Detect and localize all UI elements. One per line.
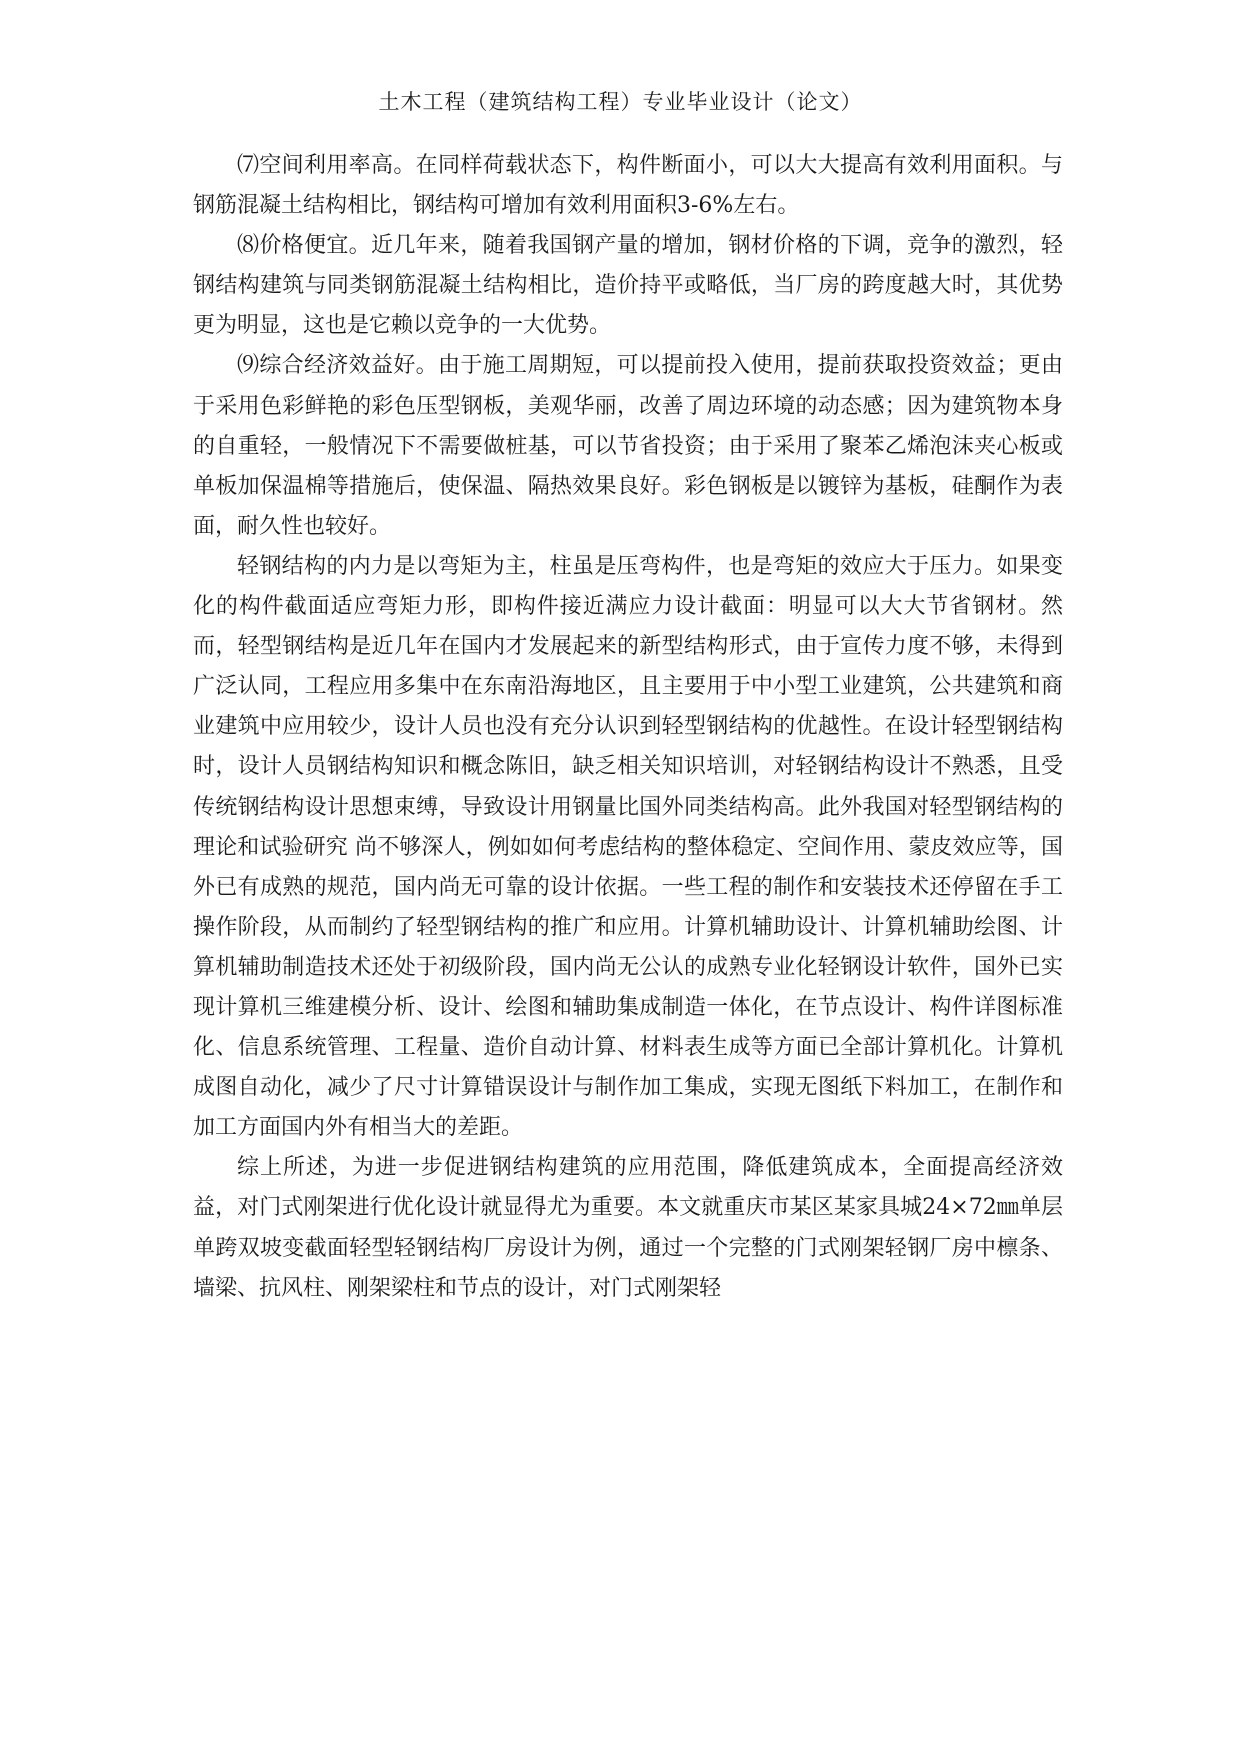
- page-header: 土木工程（建筑结构工程）专业毕业设计（论文）: [378, 90, 863, 114]
- paragraph-economic-benefit: ⑼综合经济效益好。由于施工周期短，可以提前投入使用，提前获取投资效益；更由于采用色彩鲜艳的彩色压型钢板，美观华丽，改善了周边环境的动态感；因为建筑物本身的自重轻，一般情况下不需要做桩基，可以节省投资；由于采用了聚苯乙烯泡沫夹心板或单板加保温棉等措施后，使保温、隔热效果良好。彩色钢板是以镀锌为基板，硅酮作为表面，耐久性也较好。: [193, 353, 1063, 539]
- paragraph-internal-force: 轻钢结构的内力是以弯矩为主，柱虽是压弯构件，也是弯矩的效应大于压力。如果变化的构件截面适应弯矩力形，即构件接近满应力设计截面：明显可以大大节省钢材。然而，轻型钢结构是近几年在国内才发展起来的新型结构形式，由于宣传力度不够，未得到广泛认同，工程应用多集中在东南沿海地区，且主要用于中小型工业建筑，公共建筑和商业建筑中应用较少，设计人员也没有充分认识到轻型钢结构的优越性。在设计轻型钢结构时，设计人员钢结构知识和概念陈旧，缺乏相关知识培训，对轻钢结构设计不熟悉，且受传统钢结构设计思想束缚，导致设计用钢量比国外同类结构高。此外我国对轻型钢结构的理论和试验研究 尚不够深人，例如如何考虑结构的整体稳定、空间作用、蒙皮效应等，国外已有成熟的规范，国内尚无可靠的设计依据。一些工程的制作和安装技术还停留在手工操作阶段，从而制约了轻型钢结构的推广和应用。计算机辅助设计、计算机辅助绘图、计算机辅助制造技术还处于初级阶段，国内尚无公认的成熟专业化轻钢设计软件，国外已实现计算机三维建模分析、设计、绘图和辅助集成制造一体化，在节点设计、构件详图标准化、信息系统管理、工程量、造价自动计算、材料表生成等方面已全部计算机化。计算机成图自动化，减少了尺寸计算错误设计与制作加工集成，实现无图纸下料加工，在制作和加工方面国内外有相当大的差距。: [193, 553, 1063, 1141]
- paragraph-low-price: ⑻价格便宜。近几年来，随着我国钢产量的增加，钢材价格的下调，竞争的激烈，轻钢结构建筑与同类钢筋混凝土结构相比，造价持平或略低，当厂房的跨度越大时，其优势更为明显，这也是它赖以竞争的一大优势。: [193, 233, 1063, 339]
- paragraph-summary: 综上所述，为进一步促进钢结构建筑的应用范围，降低建筑成本，全面提高经济效益，对门式刚架进行优化设计就显得尤为重要。本文就重庆市某区某家具城24×72㎜单层单跨双坡变截面轻型轻钢结构厂房设计为例，通过一个完整的门式刚架轻钢厂房中檩条、墙梁、抗风柱、刚架梁柱和节点的设计，对门式刚架轻: [193, 1155, 1063, 1301]
- paragraph-space-utilization: ⑺空间利用率高。在同样荷载状态下，构件断面小，可以大大提高有效利用面积。与钢筋混凝土结构相比，钢结构可增加有效利用面积3-6%左右。: [193, 153, 1063, 219]
- body-text: [193, 146, 1063, 1309]
